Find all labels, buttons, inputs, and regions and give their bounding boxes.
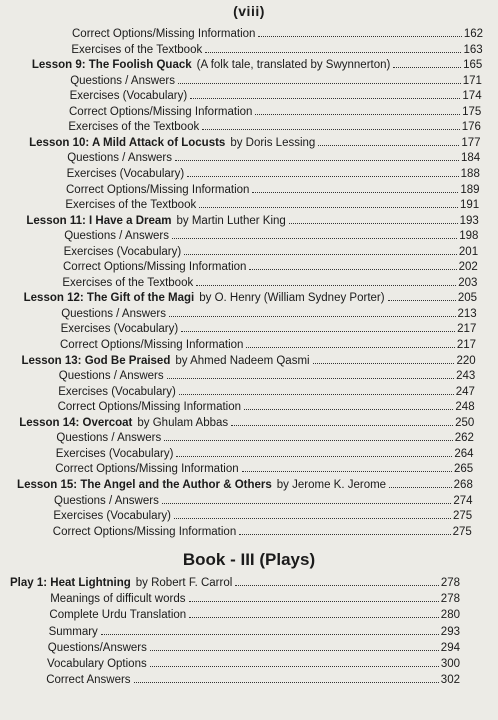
lesson-entry (29, 135, 480, 151)
page-number: 184 (461, 152, 481, 165)
lesson-author: by Ahmed Nadeem Qasmi (175, 354, 310, 367)
page-number: 250 (455, 416, 475, 429)
entry-title: Correct Options/Missing Information (69, 105, 253, 118)
entry-title: Correct Options/Missing Information (55, 463, 239, 476)
page-number: 176 (461, 121, 481, 134)
toc-entry (53, 508, 472, 524)
page-number: 265 (454, 463, 474, 476)
lesson-entry (17, 477, 473, 493)
dot-leader (176, 456, 452, 457)
page-number: 300 (440, 658, 460, 670)
toc-entry (70, 88, 482, 104)
toc-entry (49, 624, 460, 640)
toc-entry (67, 150, 480, 166)
play-heading-text (10, 575, 232, 591)
toc-entry (67, 166, 480, 182)
page-number: 203 (458, 276, 478, 289)
toc-entry (53, 524, 472, 540)
page-number: 247 (455, 385, 475, 398)
entry-title: Exercises (Vocabulary) (66, 167, 185, 180)
page-number: 189 (460, 183, 480, 196)
page-number: 177 (461, 136, 481, 149)
entry-title: Questions/Answers (47, 641, 147, 654)
entry-title: Correct Options/Missing Information (66, 183, 250, 196)
dot-leader (199, 207, 458, 208)
dot-leader (244, 409, 453, 410)
dot-leader (242, 471, 452, 472)
entry-title: Questions / Answers (64, 230, 170, 243)
page-number: 302 (440, 674, 460, 687)
entry-title: Correct Options/Missing Information (57, 401, 242, 414)
toc-entry (63, 259, 478, 275)
entry-title: Vocabulary Options (47, 658, 147, 670)
play-entry (10, 575, 460, 591)
toc-entry (61, 306, 477, 322)
dot-leader (189, 617, 439, 618)
entry-title: Questions / Answers (67, 152, 173, 165)
page-number: 171 (462, 74, 482, 87)
toc-entry (50, 591, 460, 607)
toc-entry (59, 368, 476, 384)
entry-title: Exercises of the Textbook (71, 43, 203, 56)
toc-entry (56, 430, 474, 446)
toc-entry (61, 321, 477, 337)
dot-leader (205, 52, 461, 53)
entry-title: Correct Options/Missing Information (52, 525, 237, 538)
lesson-title: Lesson 11: I Have a Dream (26, 214, 172, 227)
toc-entry (71, 42, 482, 58)
dot-leader (252, 192, 458, 193)
page-number: 175 (462, 105, 482, 118)
dot-leader (289, 223, 458, 224)
page-number-header: (viii) (233, 3, 265, 19)
entry-title: Exercises (Vocabulary) (58, 385, 176, 398)
page-number: 162 (463, 28, 483, 40)
page-number: 217 (456, 339, 476, 351)
dot-leader (187, 176, 458, 177)
lesson-entry (21, 353, 475, 369)
dot-leader (190, 98, 460, 99)
dot-leader (162, 503, 451, 504)
page-number: 220 (456, 354, 476, 367)
page-number: 174 (462, 90, 482, 103)
lesson-title: Lesson 15: The Angel and the Author & Others (17, 478, 272, 491)
page-number: 278 (440, 593, 460, 606)
toc-entry (72, 26, 483, 42)
lesson-heading-text (32, 57, 390, 73)
entry-title: Exercises (Vocabulary) (63, 245, 182, 258)
entry-title: Questions / Answers (61, 307, 167, 320)
toc-entry (68, 119, 481, 135)
lesson-author: by Jerome K. Jerome (276, 478, 387, 491)
toc-entry (60, 337, 476, 353)
entry-title: Exercises (Vocabulary) (69, 90, 188, 103)
dot-leader (164, 440, 452, 441)
page-number: 163 (463, 43, 483, 56)
entry-title: Questions / Answers (70, 74, 176, 87)
page-number: 294 (440, 641, 460, 654)
lesson-heading-text (29, 135, 315, 151)
lesson-heading-text (24, 290, 385, 306)
page-number: 264 (454, 447, 474, 460)
entry-title: Questions / Answers (54, 494, 159, 507)
lesson-heading-text (21, 353, 309, 369)
dot-leader (249, 269, 456, 270)
page-number: 278 (440, 577, 460, 589)
toc-entry (62, 275, 477, 291)
toc-entry (54, 493, 473, 509)
lesson-title: Lesson 10: A Mild Attack of Locusts (29, 136, 226, 149)
dot-leader (246, 347, 454, 348)
page-number: 268 (453, 478, 473, 491)
entry-title: Exercises (Vocabulary) (53, 510, 171, 523)
entry-title: Exercises of the Textbook (68, 121, 200, 134)
entry-title: Correct Options/Missing Information (72, 28, 256, 40)
dot-leader (169, 316, 455, 317)
toc-entry (58, 399, 475, 415)
dot-leader (189, 601, 439, 602)
page-number: 280 (440, 609, 460, 622)
dot-leader (167, 378, 454, 379)
lesson-heading-text (26, 213, 285, 229)
lesson-title: Lesson 14: Overcoat (19, 416, 133, 429)
dot-leader (258, 36, 461, 37)
dot-leader (318, 145, 459, 146)
page-number: 213 (457, 307, 477, 320)
lesson-author: by Ghulam Abbas (137, 416, 229, 429)
page-number: 293 (440, 625, 460, 638)
entry-title: Correct Options/Missing Information (63, 261, 247, 274)
lesson-heading-text (17, 477, 386, 493)
dot-leader (235, 585, 439, 586)
lesson-heading-text (19, 415, 228, 431)
page-number: 274 (453, 494, 473, 507)
toc-entry (55, 461, 473, 477)
entry-title: Exercises (Vocabulary) (60, 323, 179, 336)
entry-title: Exercises of the Textbook (65, 199, 197, 212)
toc-entry (66, 182, 480, 198)
lesson-author: (A folk tale, translated by Swynnerton) (196, 59, 391, 72)
play-author: by Robert F. Carrol (135, 577, 233, 589)
lesson-title: Lesson 12: The Gift of the Magi (23, 292, 195, 305)
toc-entry (64, 244, 479, 260)
entry-title: Exercises (Vocabulary) (55, 447, 174, 460)
page-number: 165 (463, 59, 483, 72)
toc-entry (48, 640, 460, 656)
entry-title: Summary (48, 625, 98, 638)
dot-leader (389, 487, 452, 488)
page-number: 217 (457, 323, 477, 336)
dot-leader (184, 254, 457, 255)
book-heading: Book - III (Plays) (182, 550, 316, 569)
dot-leader (239, 534, 450, 535)
lesson-author: by Doris Lessing (230, 136, 316, 149)
page-number: 205 (457, 292, 478, 305)
page-number: 198 (459, 230, 479, 243)
entry-title: Correct Answers (46, 674, 131, 687)
dot-leader (196, 285, 456, 286)
lesson-author: by O. Henry (William Sydney Porter) (199, 292, 385, 305)
page-number: 201 (458, 245, 479, 258)
entry-title: Exercises of the Textbook (62, 276, 194, 289)
toc-entry (70, 73, 482, 89)
lesson-entry (32, 57, 482, 73)
page-number: 275 (452, 510, 473, 523)
page-number: 202 (458, 261, 478, 274)
toc-entry (64, 228, 478, 244)
dot-leader (202, 129, 459, 130)
dot-leader (178, 83, 461, 84)
entry-title: Questions / Answers (56, 432, 162, 445)
lesson-title: Lesson 13: God Be Praised (21, 354, 171, 367)
lesson-entry (24, 290, 477, 306)
lesson-entry (26, 213, 478, 229)
dot-leader (172, 238, 457, 239)
entry-title: Complete Urdu Translation (49, 609, 187, 622)
dot-leader (388, 300, 456, 301)
page-number: 248 (455, 401, 475, 414)
lesson-entry (19, 415, 474, 431)
toc-entry (47, 656, 460, 672)
toc-entry (49, 607, 460, 623)
dot-leader (101, 634, 439, 635)
page-number: 262 (454, 432, 474, 445)
entry-title: Meanings of difficult words (50, 593, 186, 606)
entry-title: Correct Options/Missing Information (60, 339, 244, 351)
page-number: 191 (459, 199, 480, 212)
dot-leader (174, 518, 451, 519)
dot-leader (181, 331, 455, 332)
dot-leader (150, 666, 439, 667)
toc-entry (56, 446, 474, 462)
page-number: 275 (452, 525, 472, 538)
page-number: 188 (460, 167, 480, 180)
page-number: 193 (459, 214, 479, 227)
dot-leader (231, 425, 453, 426)
page-number: 243 (456, 370, 476, 383)
toc-entry (65, 197, 479, 213)
lesson-author: by Martin Luther King (176, 214, 286, 227)
entry-title: Questions / Answers (58, 370, 164, 383)
toc-entry (58, 384, 475, 400)
lesson-title: Lesson 9: The Foolish Quack (31, 59, 192, 72)
toc-entry (69, 104, 481, 120)
dot-leader (179, 394, 454, 395)
dot-leader (175, 160, 459, 161)
dot-leader (255, 114, 460, 115)
dot-leader (150, 650, 439, 651)
dot-leader (134, 682, 439, 683)
dot-leader (393, 67, 461, 68)
toc-entry (46, 672, 460, 688)
play-title: Play 1: Heat Lightning (10, 577, 131, 589)
dot-leader (313, 363, 455, 364)
